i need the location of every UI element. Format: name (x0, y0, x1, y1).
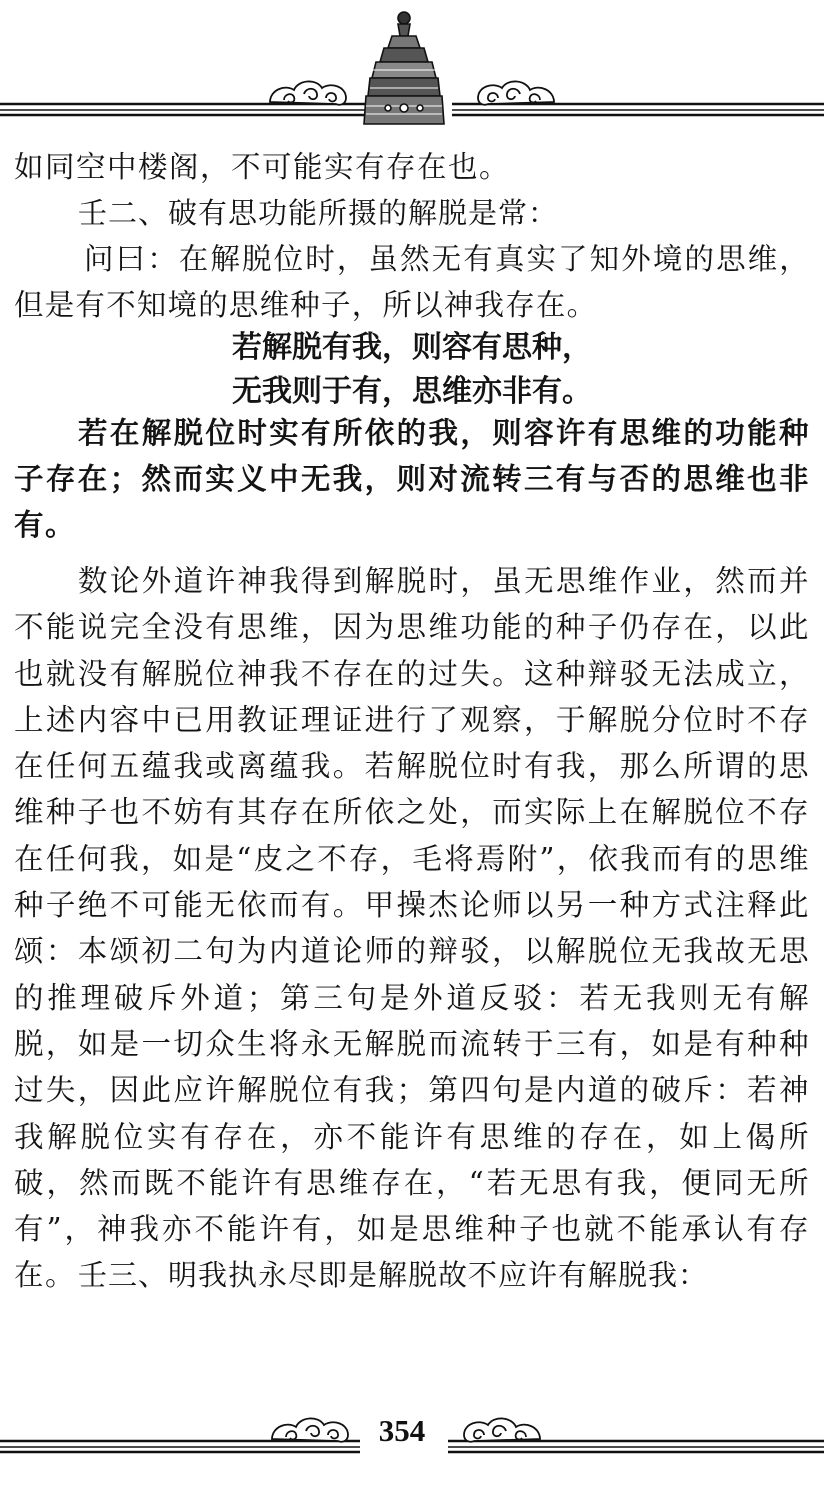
section-heading-1: 壬二、破有思功能所摄的解脱是常： (78, 196, 559, 230)
footer-rule-right (448, 1441, 824, 1452)
footer-cloud-icon-left (272, 1418, 348, 1441)
header-rule-left (0, 104, 372, 115)
verse-line-2: 无我则于有，思维亦非有。 (232, 374, 592, 409)
header-rule-right (452, 104, 824, 115)
question-paragraph: 问曰：在解脱位时，虽然无有真实了知外境的思维，但是有不知境的思维种子，所以神我存在。 (14, 242, 810, 322)
verse-line-1: 若解脱有我，则容有思种， (232, 330, 592, 365)
header-ornament (0, 0, 824, 130)
footer-cloud-icon-right (464, 1418, 540, 1441)
body-paragraph: 数论外道许神我得到解脱时，虽无思维作业，然而并不能说完全没有思维，因为思维功能的种子仍存在，以此也就没有解脱位神我不存在的过失。这种辩驳无法成立，上述内容中已用教证理证进行了观察，于解脱分位时不存在任何五蕴我或离蕴我。若解脱位时有我，那么所谓的思维种子也不妨有其存在所依之处，而实际上在解脱位不存在任何我，如是“皮之不存，毛将焉附”，依我而有的思维种子绝不可能无依而有。甲操杰论师以另一种方式注释此颂：本颂初二句为内道论师的辩驳，以解脱位无我故无思的推理破斥外道；第三句是外道反驳：若无我则无有解脱，如是一切众生将永无解脱而流转于三有，如是有种种过失，因此应许解脱位有我；第四句是内道的破斥：若神我解脱位实有存在，亦不能许有思维的存在，如上偈所破，然而既不能许有思维存在，“若无思有我，便同无所有”，神我亦不能许有，如是思维种子也就不能承认有存在。 (14, 564, 810, 1293)
page-number: 354 (378, 1413, 426, 1448)
footer-rule-left (0, 1441, 360, 1452)
cloud-scroll-icon-right (478, 81, 554, 104)
commentary-paragraph: 若在解脱位时实有所依的我，则容许有思维的功能种子存在；然而实义中无我，则对流转三有与否的思维也非有。 (14, 415, 810, 542)
stupa-icon (364, 12, 444, 124)
intro-line: 如同空中楼阁，不可能实有存在也。 (14, 150, 511, 184)
cloud-scroll-icon-left (270, 81, 346, 104)
section-heading-2: 壬三、明我执永尽即是解脱故不应许有解脱我： (78, 1258, 709, 1292)
